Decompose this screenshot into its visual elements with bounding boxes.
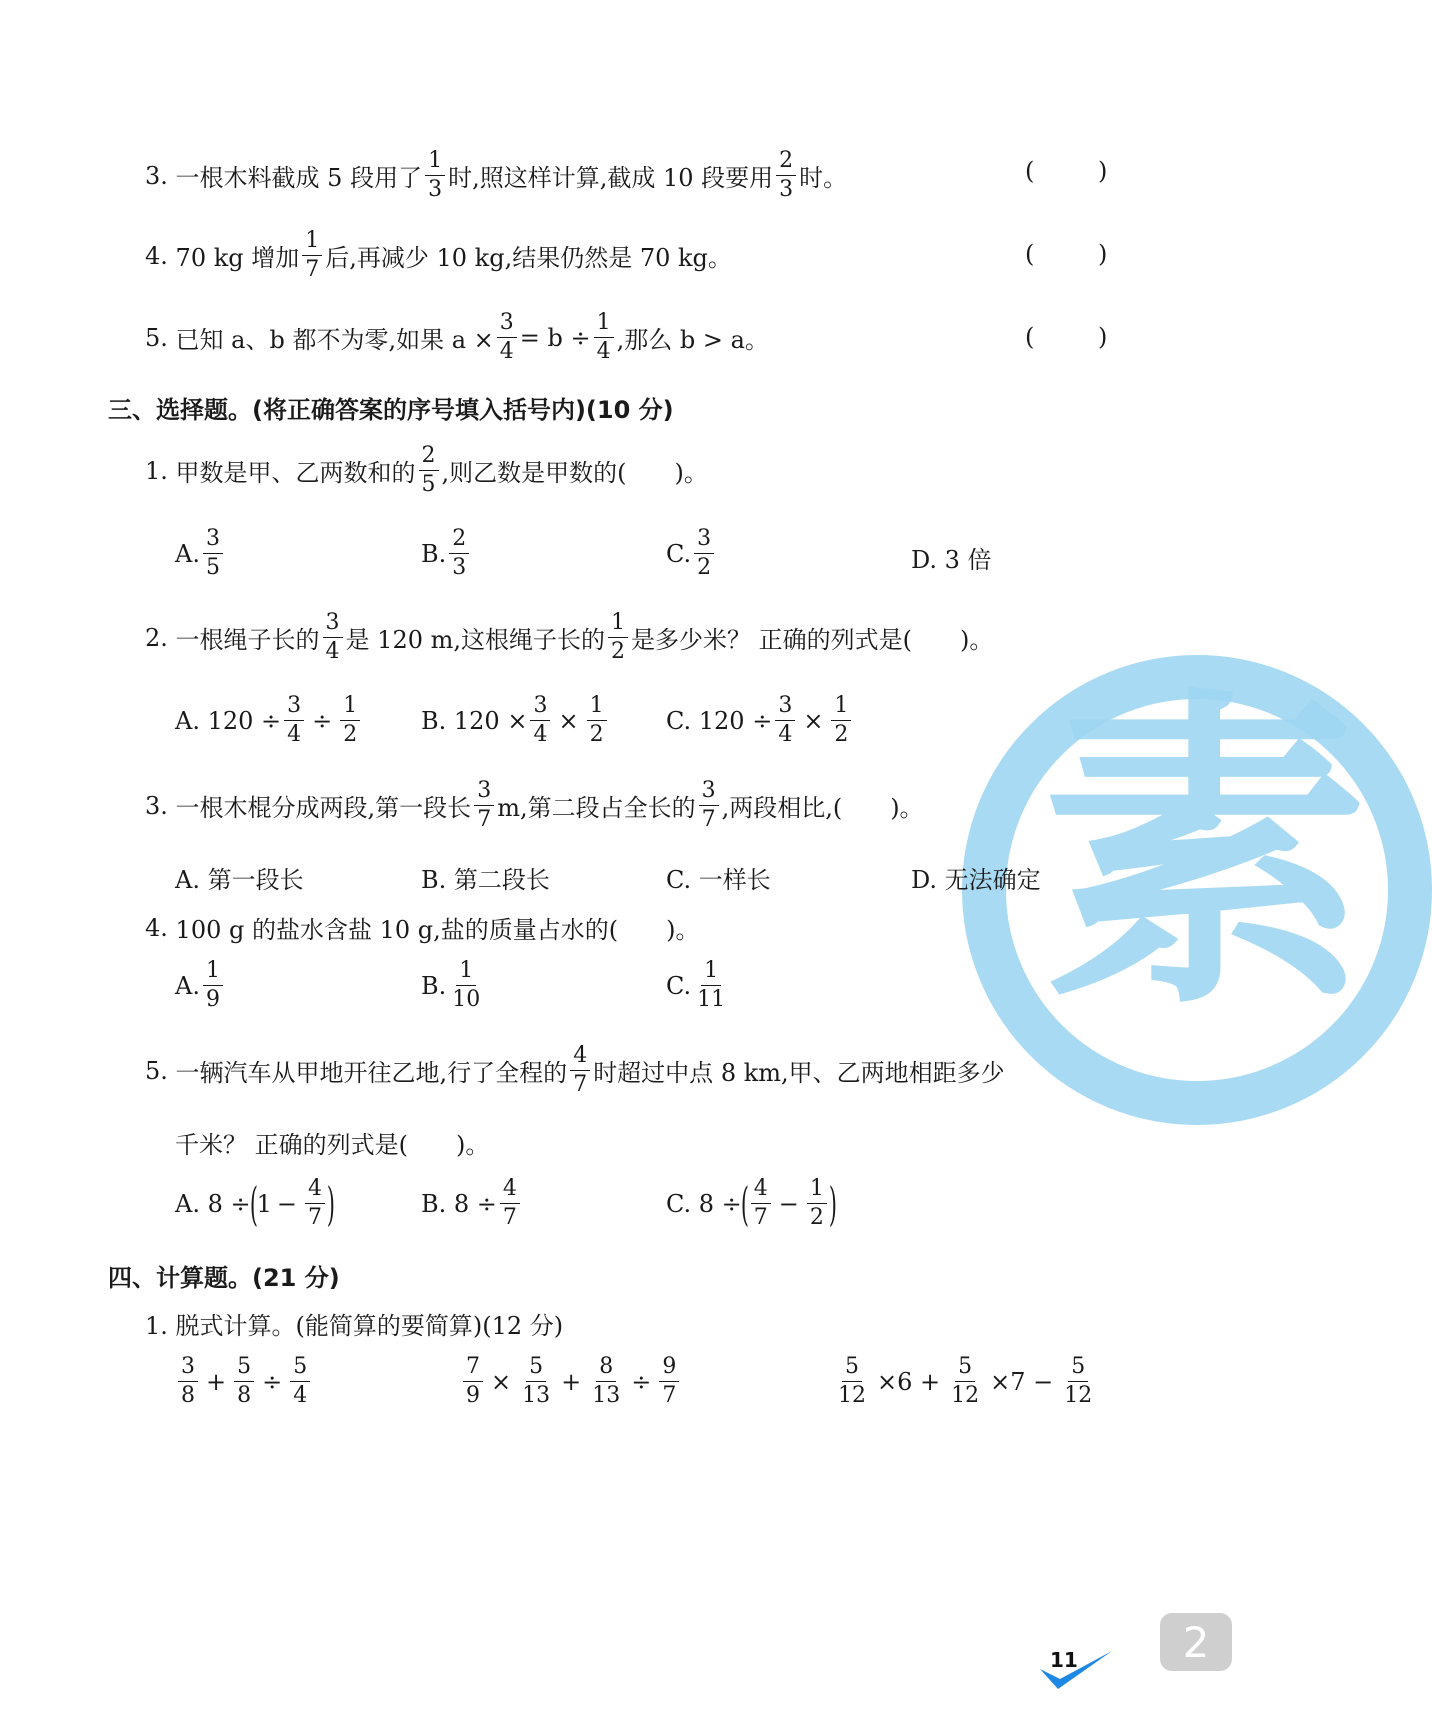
- option-c: C. $\frac{3}{2}$: [666, 528, 717, 579]
- fraction: $\frac{1}{7}$: [302, 230, 322, 281]
- fraction: $\frac{3}{4}$: [497, 312, 517, 363]
- expression-3: $\frac{5}{12}$ ×6 + $\frac{5}{12}$ ×7 − $\frac{5}{12}$: [838, 1354, 1093, 1408]
- section-4-subtitle: 1. 脱式计算。(能简算的要简算)(12 分): [145, 1312, 564, 1340]
- expression-1: $\frac{3}{8}$ + $\frac{5}{8}$ ÷ $\frac{5}{4}$: [175, 1356, 313, 1407]
- option-b: B. $\frac{2}{3}$: [421, 528, 472, 579]
- answer-paren-open: (: [1025, 157, 1035, 185]
- fraction: $\frac{2}{3}$: [776, 150, 796, 201]
- judge-item-3: 3. 一根木料截成 5 段用了 $\frac{1}{3}$ 时,照这样计算,截成 10 段要用 $\frac{2}{3}$ 时。: [145, 148, 848, 202]
- option-b: B. 120 × $\frac{3}{4}$ × $\frac{1}{2}$: [421, 695, 610, 746]
- option-b: B. 第二段长: [421, 866, 550, 894]
- page-number: 11: [1050, 1648, 1078, 1672]
- choice-question-5: 5. 一辆汽车从甲地开往乙地,行了全程的 $\frac{4}{7}$ 时超过中点 8 km,甲、乙两地相距多少: [145, 1043, 1005, 1097]
- option-c: C. $\frac{1}{11}$: [666, 958, 726, 1012]
- choice-question-2: 2. 一根绳子长的 $\frac{3}{4}$ 是 120 m,这根绳子长的 $\frac{1}{2}$ 是多少米？ 正确的列式是( )。: [145, 610, 994, 664]
- choice-question-3: 3. 一根木棍分成两段,第一段长 $\frac{3}{7}$ m,第二段占全长的 $\frac{3}{7}$ ,两段相比,( )。: [145, 778, 924, 832]
- option-b: B. $\frac{1}{10}$: [421, 958, 481, 1012]
- judge-item-4: 4. 70 kg 增加 $\frac{1}{7}$ 后,再减少 10 kg,结果仍然是 70 kg。: [145, 228, 732, 282]
- option-a: A. $\frac{3}{5}$: [175, 528, 226, 579]
- watermark-stamp-glyph: 素: [1040, 663, 1370, 1047]
- choice-question-5-line2: 千米？ 正确的列式是( )。: [175, 1131, 490, 1159]
- option-d: D. 无法确定: [911, 866, 1041, 894]
- answer-paren-close: ): [1098, 157, 1108, 185]
- option-b: B. 8 ÷ $\frac{4}{7}$: [421, 1178, 523, 1229]
- option-a: A. $\frac{1}{9}$: [175, 960, 226, 1011]
- option-a: A. 8 ÷ ( 1 − $\frac{4}{7}$ ): [175, 1176, 335, 1231]
- answer-paren-open: (: [1025, 240, 1035, 268]
- option-d: D. 3 倍: [911, 546, 992, 574]
- option-c: C. 一样长: [666, 866, 771, 894]
- section-4-title: 四、计算题。(21 分): [108, 1264, 340, 1292]
- option-a: A. 120 ÷ $\frac{3}{4}$ ÷ $\frac{1}{2}$: [175, 695, 363, 746]
- answer-paren-open: (: [1025, 323, 1035, 351]
- answer-paren-close: ): [1098, 240, 1108, 268]
- page-badge: 2: [1160, 1613, 1232, 1671]
- answer-paren-close: ): [1098, 323, 1108, 351]
- option-c: C. 120 ÷ $\frac{3}{4}$ × $\frac{1}{2}$: [666, 695, 854, 746]
- choice-question-4: 4. 100 g 的盐水含盐 10 g,盐的质量占水的( )。: [145, 913, 700, 944]
- option-a: A. 第一段长: [175, 866, 304, 894]
- option-c: C. 8 ÷ ( $\frac{4}{7}$ − $\frac{1}{2}$ ): [666, 1176, 837, 1231]
- section-3-title: 三、选择题。(将正确答案的序号填入括号内)(10 分): [108, 396, 674, 424]
- fraction: $\frac{1}{4}$: [594, 312, 614, 363]
- choice-question-1: 1. 甲数是甲、乙两数和的 $\frac{2}{5}$ ,则乙数是甲数的( )。: [145, 443, 708, 497]
- judge-item-5: 5. 已知 a、b 都不为零,如果 a × $\frac{3}{4}$ = b ÷ $\frac{1}{4}$ ,那么 b > a。: [145, 310, 769, 364]
- expression-2: $\frac{7}{9}$ × $\frac{5}{13}$ + $\frac{8}{13}$ ÷ $\frac{9}{7}$: [460, 1356, 682, 1407]
- fraction: $\frac{1}{3}$: [425, 150, 445, 201]
